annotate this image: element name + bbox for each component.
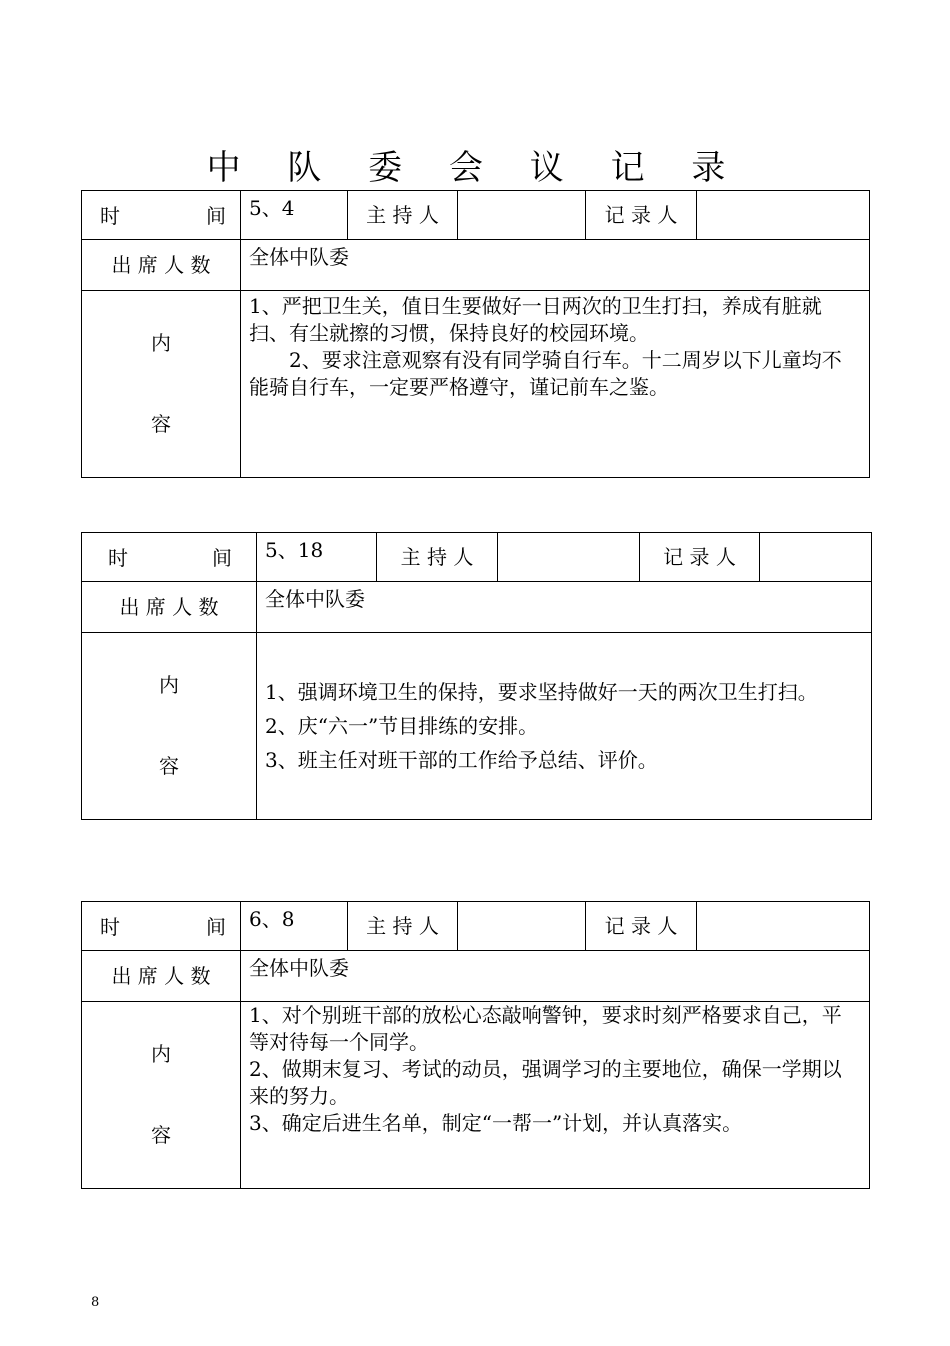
page-number: 8 [91, 1295, 100, 1310]
time-label: 时 间 [82, 902, 241, 951]
meeting-record-table-1 [81, 190, 870, 478]
content-item: 2、庆“六一”节目排练的安排。 [265, 714, 539, 738]
recorder-value [697, 902, 870, 951]
attendance-value: 全体中队委 [257, 582, 872, 633]
time-value: 5、18 [257, 533, 377, 582]
attendance-label: 出 席 人 数 [82, 240, 241, 291]
page-title: 中 队 委 会 议 记 录 [206, 148, 744, 188]
meeting-record-table-2 [81, 532, 872, 820]
content-item: 1、对个别班干部的放松心态敲响警钟，要求时刻严格要求自己，平等对待每一个同学。 [249, 1003, 842, 1054]
recorder-value [697, 191, 870, 240]
content-label: 内 容 [82, 291, 241, 478]
content-text [241, 1002, 870, 1189]
attendance-label: 出 席 人 数 [82, 951, 241, 1002]
content-text [241, 291, 870, 478]
recorder-label: 记 录 人 [586, 191, 697, 240]
content-item: 3、班主任对班干部的工作给予总结、评价。 [265, 748, 658, 772]
content-label: 内 容 [82, 1002, 241, 1189]
attendance-value: 全体中队委 [241, 240, 870, 291]
host-label: 主 持 人 [348, 191, 458, 240]
content-item: 1、强调环境卫生的保持，要求坚持做好一天的两次卫生打扫。 [265, 680, 818, 704]
attendance-value: 全体中队委 [241, 951, 870, 1002]
content-item: 2、做期末复习、考试的动员，强调学习的主要地位，确保一学期以来的努力。 [249, 1057, 842, 1108]
recorder-value [760, 533, 872, 582]
host-value [458, 191, 586, 240]
content-item: 3、确定后进生名单，制定“一帮一”计划，并认真落实。 [249, 1111, 743, 1135]
time-value: 6、8 [241, 902, 348, 951]
host-value [458, 902, 586, 951]
host-label: 主 持 人 [377, 533, 498, 582]
host-value [498, 533, 640, 582]
meeting-record-table-3 [81, 901, 870, 1189]
recorder-label: 记 录 人 [640, 533, 760, 582]
time-value: 5、4 [241, 191, 348, 240]
recorder-label: 记 录 人 [586, 902, 697, 951]
time-label: 时 间 [82, 533, 257, 582]
attendance-label: 出 席 人 数 [82, 582, 257, 633]
host-label: 主 持 人 [348, 902, 458, 951]
content-text [257, 633, 872, 820]
time-label: 时 间 [82, 191, 241, 240]
content-item: 1、严把卫生关，值日生要做好一日两次的卫生打扫，养成有脏就扫、有尘就擦的习惯，保持良好的校园环境。 [249, 294, 822, 345]
content-label: 内 容 [82, 633, 257, 820]
content-item: 2、要求注意观察有没有同学骑自行车。十二周岁以下儿童均不能骑自行车，一定要严格遵守，谨记前车之鉴。 [249, 348, 842, 399]
